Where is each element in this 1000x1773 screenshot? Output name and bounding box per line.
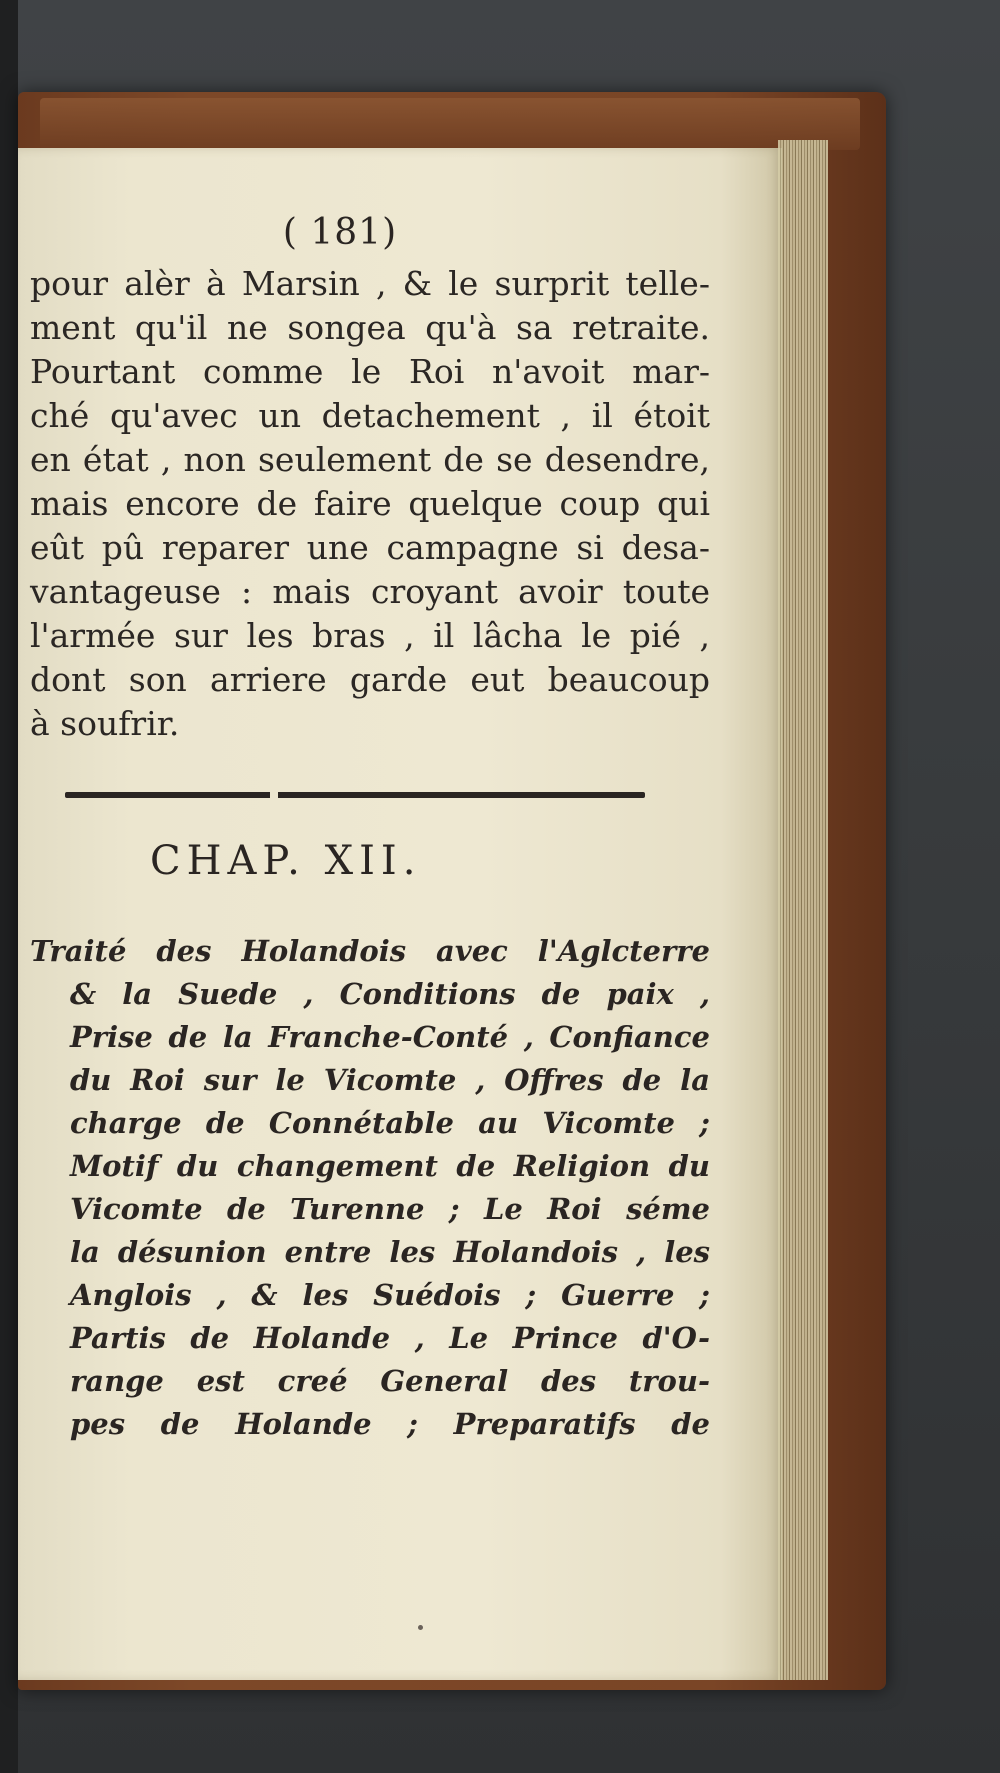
backdrop-edge	[0, 0, 18, 1773]
body-line: pour alèr à Marsin , & le surprit telle-	[30, 264, 710, 303]
summary-line: charge de Connétable au Vicomte ;	[70, 1106, 710, 1140]
book-cover-top-edge	[40, 98, 860, 150]
summary-line: du Roi sur le Vicomte , Offres de la	[70, 1063, 710, 1097]
body-line: en état , non seulement de se desendre,	[30, 440, 710, 479]
summary-line: & la Suede , Conditions de paix ,	[70, 977, 710, 1011]
page-edges	[778, 140, 828, 1680]
page-number: ( 181)	[282, 212, 398, 253]
summary-line: Traité des Holandois avec l'Aglcterre	[30, 934, 710, 968]
summary-line: Motif du changement de Religion du	[70, 1149, 710, 1183]
body-line: Pourtant comme le Roi n'avoit mar-	[30, 352, 710, 391]
ink-speck	[418, 1625, 423, 1630]
summary-line: Vicomte de Turenne ; Le Roi séme	[70, 1192, 710, 1226]
chapter-heading: CHAP. XII.	[150, 838, 422, 884]
chapter-summary	[30, 930, 710, 1446]
body-line: mais encore de faire quelque coup qui	[30, 484, 710, 523]
body-line: vantageuse : mais croyant avoir toute	[30, 572, 710, 611]
body-line: eût pû reparer une campagne si desa-	[30, 528, 710, 567]
summary-line: Partis de Holande , Le Prince d'O-	[70, 1321, 710, 1355]
body-paragraph	[30, 262, 710, 746]
body-line: dont son arriere garde eut beaucoup	[30, 660, 710, 699]
summary-line: Anglois , & les Suédois ; Guerre ;	[70, 1278, 710, 1312]
summary-line: range est creé General des trou-	[70, 1364, 710, 1398]
body-line: ment qu'il ne songea qu'à sa retraite.	[30, 308, 710, 347]
summary-line: pes de Holande ; Preparatifs de	[70, 1407, 710, 1441]
summary-line: Prise de la Franche-Conté , Confiance	[70, 1020, 710, 1054]
summary-line: la désunion entre les Holandois , les	[70, 1235, 710, 1269]
body-line: l'armée sur les bras , il lâcha le pié ,	[30, 616, 710, 655]
body-line: à soufrir.	[30, 704, 180, 743]
section-divider-rule	[65, 792, 645, 798]
body-line: ché qu'avec un detachement , il étoit	[30, 396, 710, 435]
